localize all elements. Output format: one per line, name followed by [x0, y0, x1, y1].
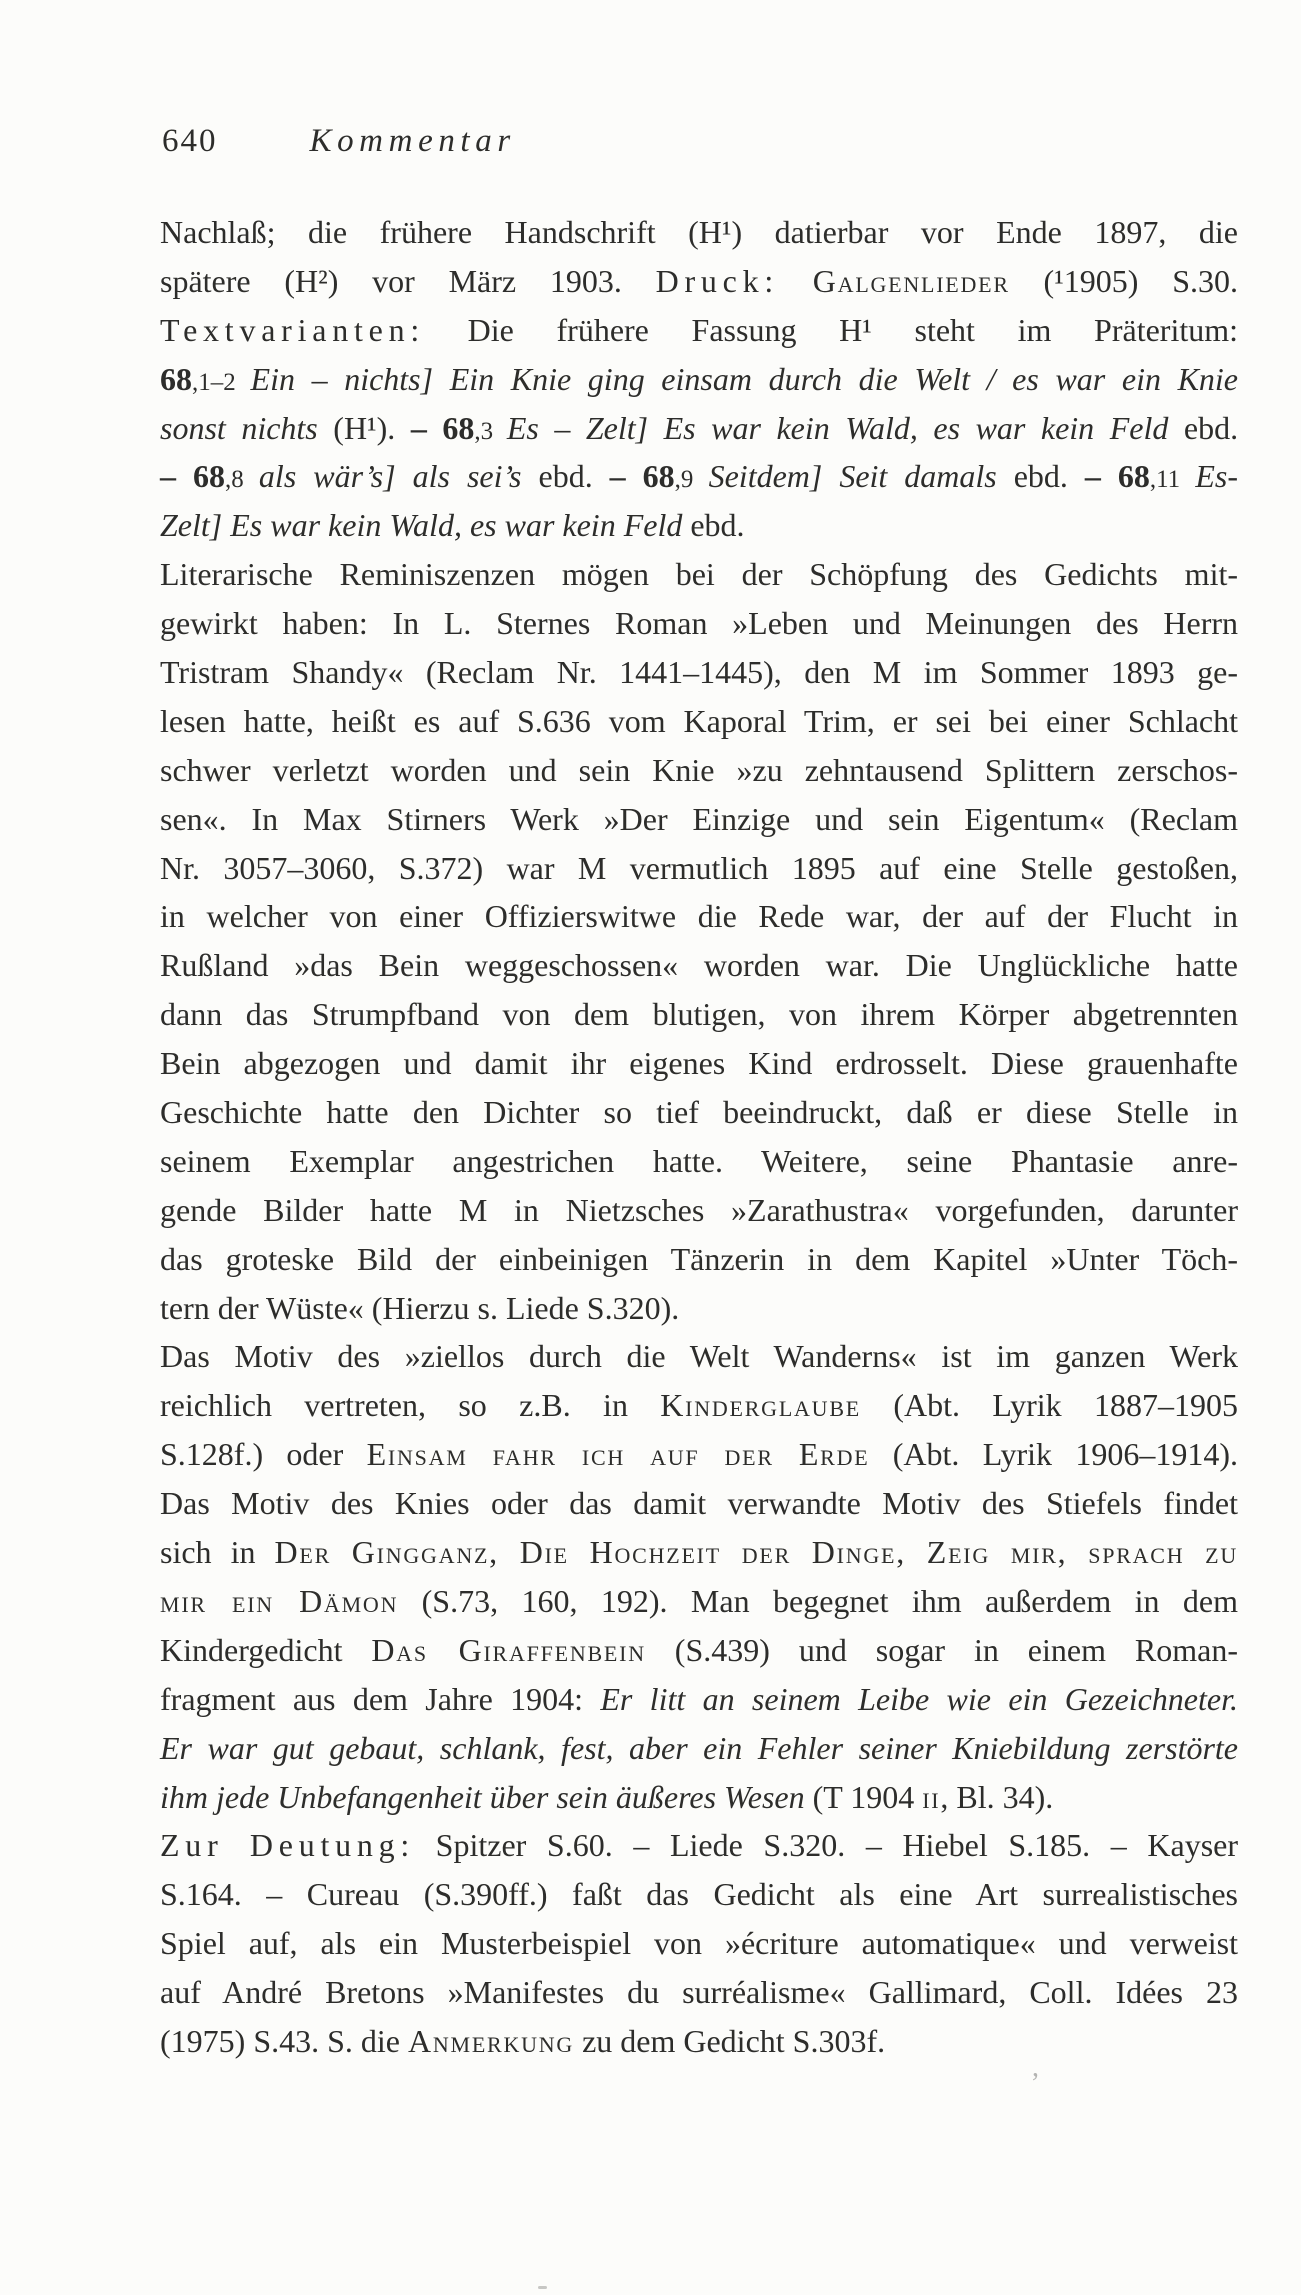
text-segment: Kinderglaube: [660, 1387, 861, 1424]
text-segment: (T 1904: [812, 1778, 923, 1815]
text-segment: Nachlaß; die frühere Handschrift (H¹) datierbar vor Ende 1897, die: [160, 214, 1238, 250]
text-line: [160, 2017, 1238, 2066]
text-segment: seinem Exemplar angestrichen hatte. Weitere, seine Phantasie anre-: [160, 1142, 1238, 1179]
text-segment: ,11: [1149, 466, 1196, 494]
text-segment: Druck:: [655, 262, 780, 299]
text-line: [160, 648, 1238, 697]
text-segment: ,9: [674, 466, 709, 494]
text-segment: Die frühere Fassung H¹ steht im Präteritum:: [424, 311, 1238, 348]
running-head-title: Kommentar: [309, 123, 516, 159]
text-segment: Rußland »das Bein weggeschossen« worden war. Die Unglückliche hatte: [160, 947, 1238, 984]
text-segment: Es-: [1195, 458, 1239, 495]
text-segment: das groteske Bild der einbeinigen Tänzerin in dem Kapitel »Unter Töch-: [160, 1240, 1238, 1277]
text-line: [160, 599, 1238, 648]
text-segment: Nr. 3057–3060, S.372) war M vermutlich 1895 auf eine Stelle gestoßen,: [160, 849, 1238, 886]
text-line: [160, 1039, 1238, 1088]
text-segment: Anmerkung: [408, 2022, 575, 2059]
text-segment: Der Gingganz, Die Hochzeit der Dinge, Zeig mir, sprach zu: [274, 1534, 1239, 1571]
text-segment: dann das Strumpfband von dem blutigen, von ihrem Körper abgetrennten: [160, 996, 1238, 1033]
text-segment: Kindergedicht: [160, 1631, 372, 1668]
text-line: [160, 306, 1238, 355]
text-segment: Er war gut gebaut, schlank, fest, aber ein Fehler seiner Kniebildung zerstörte: [160, 1729, 1238, 1766]
text-segment: Ein – nichts] Ein Knie ging einsam durch die Welt / es war ein Knie: [250, 360, 1239, 397]
text-segment: spätere (H²) vor März 1903.: [160, 262, 656, 299]
text-line: [160, 1773, 1238, 1822]
text-segment: ii: [922, 1778, 941, 1815]
text-line: [160, 1870, 1238, 1919]
text-segment: (H¹).: [333, 409, 411, 446]
text-segment: [779, 263, 813, 299]
text-segment: auf André Bretons »Manifestes du surréalisme« Gallimard, Coll. Idées 23: [160, 1974, 1238, 2011]
text-line: [160, 1284, 1238, 1333]
text-line: [160, 1724, 1238, 1773]
text-line: [160, 941, 1238, 990]
text-segment: sich in: [160, 1534, 275, 1571]
text-segment: Spiel auf, als ein Musterbeispiel von »écriture automatique« und verweist: [160, 1925, 1238, 1962]
text-line: [160, 1186, 1238, 1235]
scan-artifact-comma: ,: [1032, 2052, 1039, 2083]
text-segment: Spitzer S.60. – Liede S.320. – Hiebel S.185. – Kayser: [415, 1827, 1239, 1864]
text-line: [160, 1968, 1238, 2017]
text-line: [160, 257, 1238, 306]
page-number: 640: [162, 123, 218, 159]
text-line: [160, 1528, 1238, 1577]
text-line: [160, 1430, 1238, 1479]
text-line: [160, 1137, 1238, 1186]
text-segment: Textvarianten:: [160, 311, 425, 348]
text-line: [160, 1381, 1238, 1430]
text-segment: ebd.: [1183, 409, 1239, 446]
text-segment: Galgenlieder: [812, 262, 1010, 299]
text-line: [160, 1235, 1238, 1284]
text-segment: Bein abgezogen und damit ihr eigenes Kind erdrosselt. Diese grauenhafte: [160, 1045, 1238, 1082]
text-segment: schwer verletzt worden und sein Knie »zu zehntausend Splittern zerschos-: [160, 751, 1238, 788]
text-segment: Tristram Shandy« (Reclam Nr. 1441–1445), den M im Sommer 1893 ge-: [160, 654, 1238, 691]
text-segment: gewirkt haben: In L. Sternes Roman »Leben und Meinungen des Herrn: [160, 605, 1238, 642]
text-segment: ,8: [224, 466, 259, 494]
text-line: [160, 550, 1238, 599]
text-segment: Es – Zelt] Es war kein Wald, es war kein Feld: [506, 409, 1184, 446]
text-line: [160, 1821, 1238, 1870]
text-line: [160, 1332, 1238, 1381]
text-segment: gende Bilder hatte M in Nietzsches »Zarathustra« vorgefunden, darunter: [160, 1191, 1238, 1228]
text-segment: Zur Deutung:: [160, 1827, 416, 1864]
text-segment: (¹1905) S.30.: [1009, 262, 1239, 299]
text-segment: zu dem Gedicht S.303f.: [574, 2022, 886, 2059]
text-segment: – 68: [1084, 458, 1150, 495]
text-line: [160, 697, 1238, 746]
text-segment: (Abt. Lyrik 1906–1914).: [869, 1436, 1239, 1473]
text-line: [160, 1088, 1238, 1137]
text-segment: – 68: [609, 458, 675, 495]
text-segment: Zelt] Es war kein Wald, es war kein Feld: [160, 507, 691, 544]
text-line: [160, 1675, 1238, 1724]
text-segment: S.128f.) oder: [160, 1436, 367, 1473]
text-segment: (S.439) und sogar in einem Roman-: [645, 1631, 1239, 1668]
text-segment: (Abt. Lyrik 1887–1905: [860, 1387, 1239, 1424]
text-segment: , Bl. 34).: [940, 1778, 1054, 1815]
text-segment: ,3: [474, 417, 507, 445]
text-segment: Das Giraffenbein: [371, 1631, 646, 1668]
text-segment: ebd.: [690, 507, 745, 544]
text-segment: mir ein Dämon: [160, 1582, 399, 1619]
text-line: [160, 452, 1238, 501]
text-line: [160, 746, 1238, 795]
text-segment: – 68: [160, 458, 225, 495]
text-segment: S.164. – Cureau (S.390ff.) faßt das Gedicht als eine Art surrealistisches: [160, 1876, 1238, 1913]
text-line: [160, 844, 1238, 893]
text-line: [160, 355, 1238, 404]
text-segment: ihm jede Unbefangenheit über sein äußeres Wesen: [160, 1778, 813, 1815]
text-segment: Einsam fahr ich auf der Erde: [366, 1436, 870, 1473]
text-segment: ,1–2: [192, 368, 251, 396]
text-segment: ebd.: [1013, 458, 1085, 495]
text-line: [160, 795, 1238, 844]
text-line: [160, 501, 1238, 550]
text-segment: Er litt an seinem Leibe wie ein Gezeichneter.: [600, 1680, 1239, 1717]
text-line: [160, 1479, 1238, 1528]
text-line: [160, 208, 1238, 257]
text-segment: Das Motiv des »ziellos durch die Welt Wanderns« ist im ganzen Werk: [160, 1338, 1238, 1375]
text-segment: Geschichte hatte den Dichter so tief beeindruckt, daß er diese Stelle in: [160, 1094, 1238, 1131]
text-block: [160, 208, 1238, 2066]
text-segment: Das Motiv des Knies oder das damit verwandte Motiv des Stiefels findet: [160, 1485, 1238, 1522]
text-line: [160, 404, 1238, 453]
text-segment: tern der Wüste« (Hierzu s. Liede S.320).: [160, 1289, 680, 1326]
text-segment: sonst nichts: [160, 409, 334, 446]
running-header: [162, 118, 516, 164]
text-segment: Literarische Reminiszenzen mögen bei der Schöpfung des Gedichts mit-: [160, 556, 1238, 593]
text-line: [160, 990, 1238, 1039]
text-segment: – 68: [410, 409, 475, 446]
text-segment: Seitdem] Seit damals: [708, 458, 1014, 495]
text-line: [160, 892, 1238, 941]
text-segment: reichlich vertreten, so z.B. in: [160, 1387, 661, 1424]
text-segment: sen«. In Max Stirners Werk »Der Einzige und sein Eigentum« (Reclam: [160, 800, 1238, 837]
text-segment: 68: [160, 360, 192, 397]
scan-speck: [538, 2286, 547, 2289]
text-line: [160, 1577, 1238, 1626]
text-segment: (1975) S.43. S. die: [160, 2022, 408, 2059]
text-segment: ebd.: [538, 458, 610, 495]
text-segment: (S.73, 160, 192). Man begegnet ihm außerdem in dem: [398, 1582, 1239, 1619]
text-segment: lesen hatte, heißt es auf S.636 vom Kaporal Trim, er sei bei einer Schlacht: [160, 702, 1238, 739]
text-segment: als wär’s] als sei’s: [258, 458, 539, 495]
text-line: [160, 1919, 1238, 1968]
text-line: [160, 1626, 1238, 1675]
text-segment: in welcher von einer Offizierswitwe die Rede war, der auf der Flucht in: [160, 898, 1238, 935]
text-segment: fragment aus dem Jahre 1904:: [160, 1680, 601, 1717]
